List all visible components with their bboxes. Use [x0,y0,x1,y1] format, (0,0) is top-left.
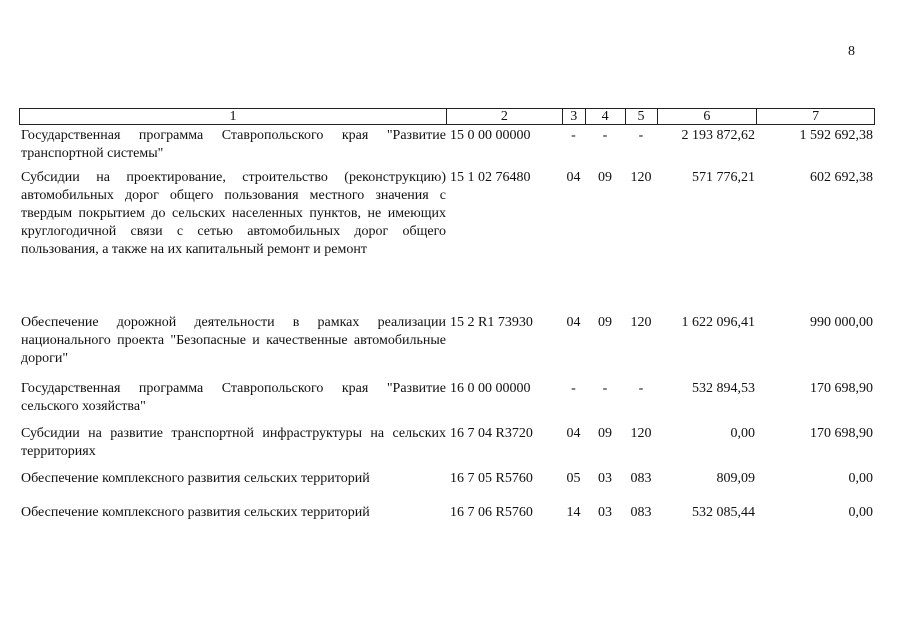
row-col-5: - [638,381,644,396]
header-col-2: 2 [446,109,562,124]
row-value-6: 0,00 [730,426,755,441]
row-name: Государственная программа Ставропольского края "Развитие сельского хозяйства" [21,381,446,414]
header-col-1: 1 [229,109,237,124]
row-col-5: 120 [630,426,652,441]
row-value-7: 0,00 [848,471,873,486]
header-col-6: 6 [657,109,757,124]
row-value-7: 990 000,00 [810,315,873,330]
row-col-4: - [602,128,608,143]
row-col-4: 03 [598,471,612,486]
table-row [19,127,875,169]
row-code: 15 1 02 76480 [450,170,531,185]
row-value-7: 170 698,90 [810,426,873,441]
table-row [19,169,875,314]
row-col-3: - [571,381,576,396]
row-code: 16 7 04 R3720 [450,426,533,441]
row-value-6: 571 776,21 [692,170,755,185]
row-col-3: 05 [566,471,581,486]
table-row [19,470,875,504]
row-value-6: 532 894,53 [692,381,755,396]
header-col-5: 5 [625,109,657,124]
budget-table [19,108,875,524]
header-col-4: 4 [585,109,625,124]
table-row [19,314,875,380]
table-header [19,108,875,125]
row-code: 15 0 00 00000 [450,128,531,143]
row-code: 16 7 06 R5760 [450,505,533,520]
row-name: Обеспечение дорожной деятельности в рамках реализации национального проекта "Безопасные и качественные автомобильные дороги" [21,315,446,366]
row-name: Обеспечение комплексного развития сельских территорий [21,505,370,520]
row-name: Субсидии на развитие транспортной инфраструктуры на сельских территориях [21,426,446,459]
row-value-7: 0,00 [848,505,873,520]
row-col-5: 083 [630,505,652,520]
row-col-4: 09 [598,426,612,441]
row-code: 15 2 R1 73930 [450,315,533,330]
row-name: Государственная программа Ставропольского края "Развитие транспортной системы" [21,128,446,161]
row-value-6: 532 085,44 [692,505,755,520]
row-value-7: 602 692,38 [810,170,873,185]
row-value-7: 170 698,90 [810,381,873,396]
row-value-6: 809,09 [716,471,755,486]
row-col-5: 083 [630,471,652,486]
row-col-3: 04 [566,426,581,441]
row-col-5: - [638,128,644,143]
row-col-3: 04 [566,170,581,185]
row-value-7: 1 592 692,38 [799,128,873,143]
header-col-3: 3 [562,109,585,124]
row-col-4: 09 [598,315,612,330]
row-col-4: 03 [598,505,612,520]
header-col-7: 7 [756,109,874,124]
row-col-3: 04 [566,315,581,330]
row-value-6: 1 622 096,41 [681,315,755,330]
table-row [19,504,875,524]
row-col-3: - [571,128,576,143]
row-name: Обеспечение комплексного развития сельских территорий [21,471,370,486]
row-code: 16 0 00 00000 [450,381,531,396]
table-row [19,380,875,425]
table-row [19,425,875,470]
row-col-4: - [602,381,608,396]
page-number: 8 [848,44,855,59]
row-col-5: 120 [630,315,652,330]
row-name: Субсидии на проектирование, строительство (реконструкцию) автомобильных дорог общего пользования местного значения с твердым покрытием до сельских населенных пунктов, не имеющих круглогодичной связи с сетью автомобильных дорог общего пользования, а также на их капитальный ремонт и ремонт [21,170,446,257]
row-col-5: 120 [630,170,652,185]
row-code: 16 7 05 R5760 [450,471,533,486]
row-value-6: 2 193 872,62 [681,128,755,143]
row-col-4: 09 [598,170,612,185]
row-col-3: 14 [566,505,581,520]
